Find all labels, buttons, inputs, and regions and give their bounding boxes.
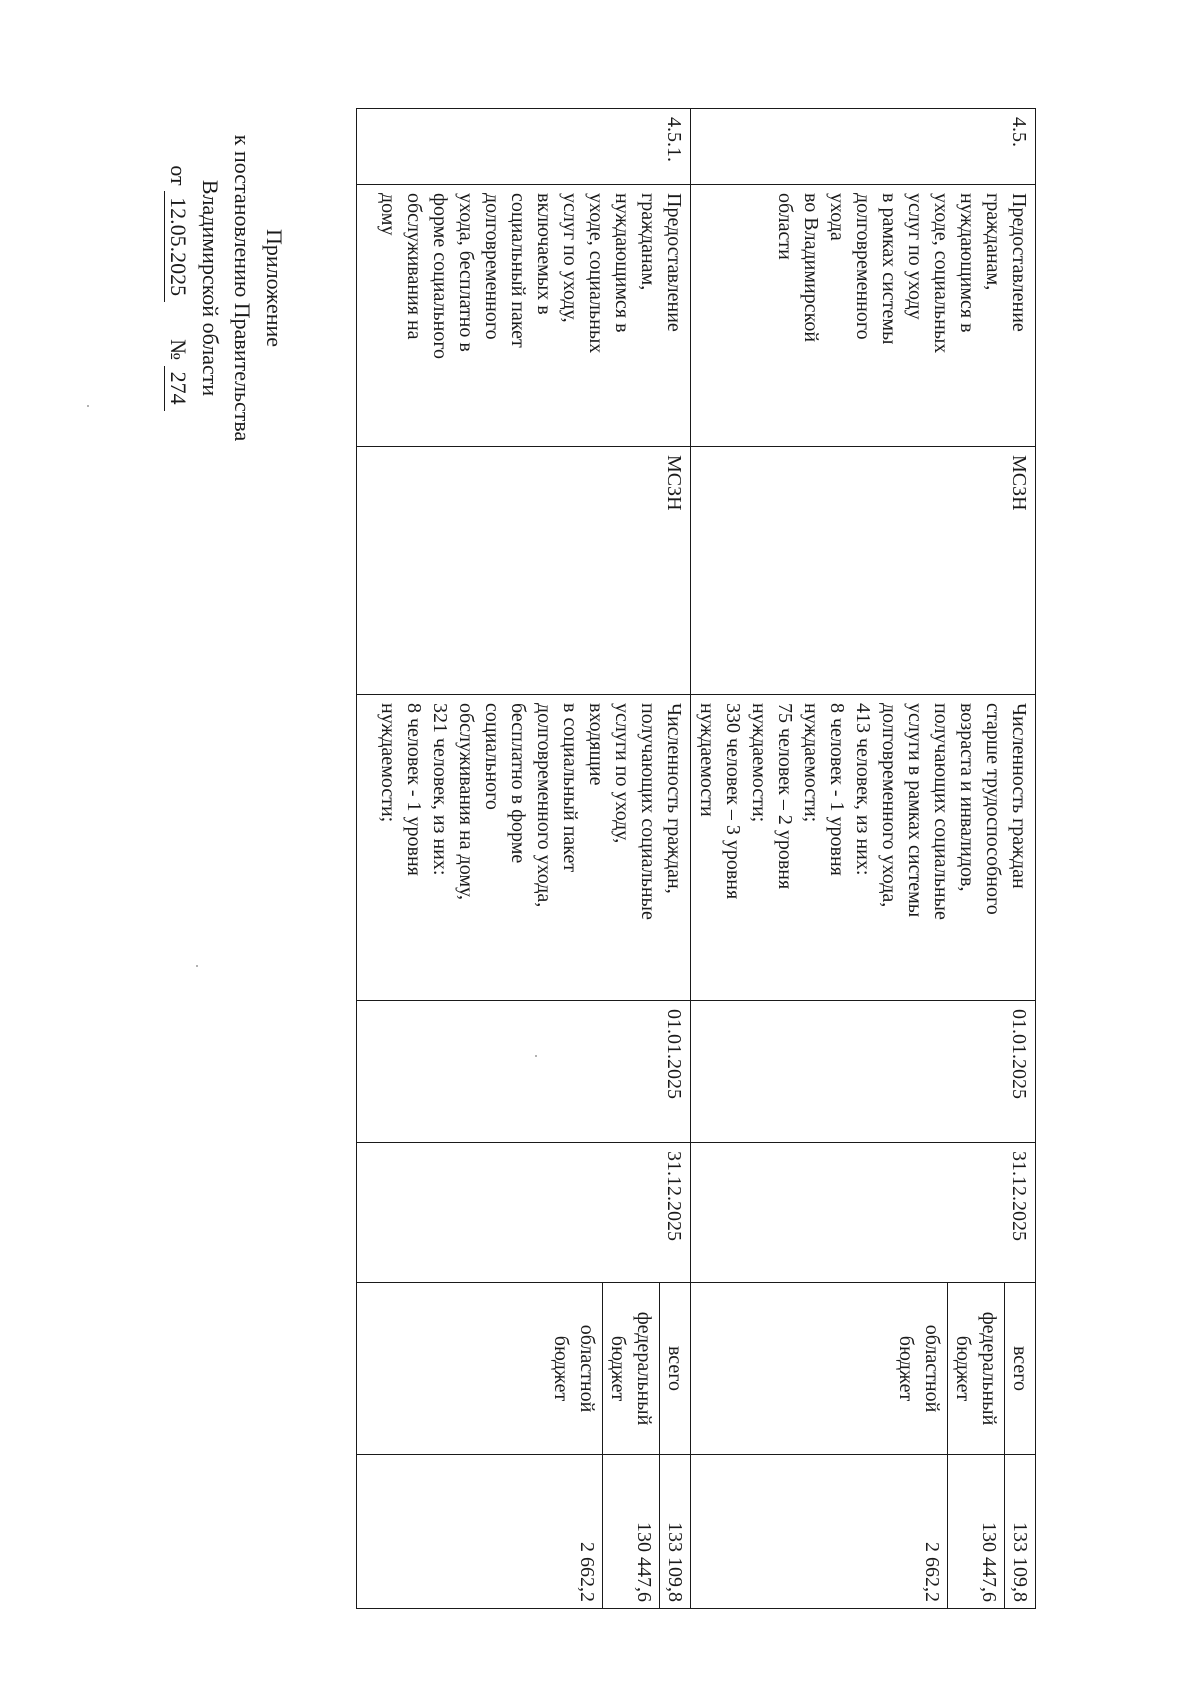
funding-amount: 133 109,8 (1009, 1522, 1031, 1602)
header-date-number (162, 78, 194, 498)
number-prefix: № (166, 339, 191, 361)
row-number: 4.5.1. (357, 109, 691, 185)
header-region: Владимирской области (198, 179, 223, 397)
scan-speck (87, 405, 89, 407)
funding-source: федеральный бюджет (948, 1283, 1004, 1455)
funding-amount: 2 662,2 (576, 1542, 598, 1602)
table-row (691, 109, 1036, 1609)
funding-source: областной бюджет (357, 1283, 602, 1455)
scan-speck (196, 965, 198, 967)
funding-regional-row (691, 1283, 947, 1608)
funding-amount: 2 662,2 (921, 1542, 943, 1602)
start-date: 01.01.2025 (357, 1001, 691, 1143)
appendix-header (166, 78, 290, 498)
funding-federal-row (947, 1283, 1004, 1608)
funding-source: областной бюджет (691, 1283, 947, 1455)
funding-total-row (659, 1283, 690, 1608)
end-date: 31.12.2025 (691, 1143, 1036, 1283)
header-title: Приложение (262, 228, 287, 348)
header-resolution: к постановлению Правительства (230, 134, 255, 442)
indicator-description: Численность граждан старше трудоспособного возраста и инвалидов, получающих социальные услуги в рамках системы долговременного ухода, 413 человек, из них: 8 человек - 1 уровня нуждаемости; 75 человек – 2 уровня нуждаемости; 330 человек – 3 уровня нуждаемости (691, 695, 1036, 1001)
date-prefix: от (166, 165, 191, 186)
end-date: 31.12.2025 (357, 1143, 691, 1283)
funding-total-row (1004, 1283, 1035, 1608)
resolution-number: 274 (164, 366, 191, 411)
funding-source: федеральный бюджет (603, 1283, 659, 1455)
indicator-description: Численность граждан, получающих социальные услуги по уходу, входящие в социальный пакет долговременного ухода, бесплатно в форме социального обслуживания на дому, 321 человек, из них: 8 человек - 1 уровня нуждаемости; (357, 695, 691, 1001)
measure-name: Предоставление гражданам, нуждающимся в уходе, социальных услуг по уходу в рамках системы долговременного ухода во Владимирской области (691, 185, 1036, 447)
executor: МСЗН (357, 447, 691, 695)
row-number: 4.5. (691, 109, 1036, 185)
funding-source: всего (1005, 1283, 1035, 1455)
funding-federal-row (602, 1283, 659, 1608)
funding-amount: 130 447,6 (633, 1522, 655, 1602)
funding-amount: 130 447,6 (978, 1522, 1000, 1602)
resolution-date: 12.05.2025 (164, 191, 191, 302)
funding-regional-row (357, 1283, 602, 1608)
funding-source: всего (660, 1283, 690, 1455)
measures-table (356, 108, 1036, 1609)
table-row (357, 109, 691, 1609)
executor: МСЗН (691, 447, 1036, 695)
measure-name: Предоставление гражданам, нуждающимся в уходе, социальных услуг по уходу, включаемых в социальный пакет долговременного ухода, бесплатно в форме социального обслуживания на дому (357, 185, 691, 447)
start-date: 01.01.2025 (691, 1001, 1036, 1143)
funding-cell (691, 1283, 1036, 1609)
measures-table-wrapper (376, 108, 1036, 1608)
funding-amount: 133 109,8 (664, 1522, 686, 1602)
funding-cell (357, 1283, 691, 1609)
